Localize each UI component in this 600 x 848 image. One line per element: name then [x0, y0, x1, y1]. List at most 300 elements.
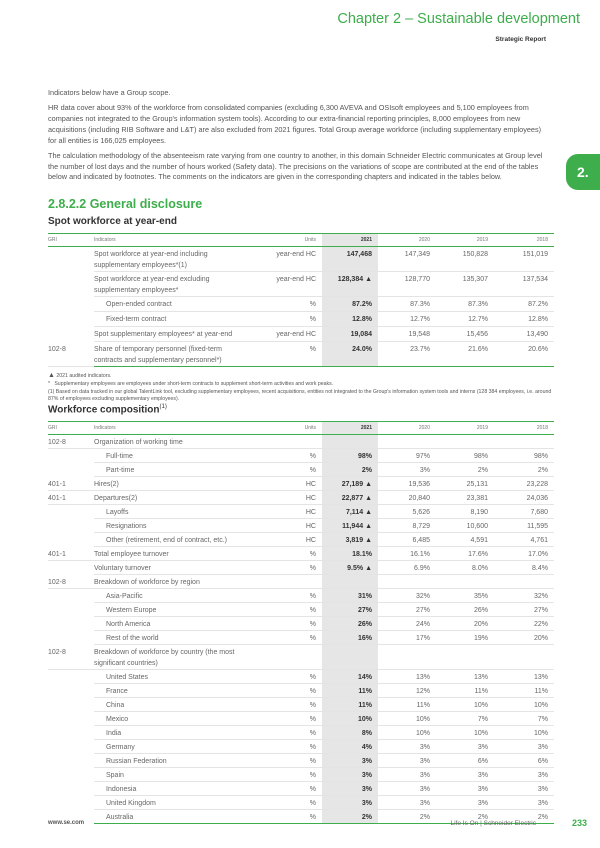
- indicator-cell: Australia: [94, 810, 250, 824]
- value-2019-cell: 35%: [436, 589, 494, 603]
- value-2019-cell: 135,307: [436, 272, 494, 297]
- audited-triangle-icon: ▲: [365, 523, 372, 530]
- unit-cell: %: [250, 754, 322, 768]
- value-2020-cell: 3%: [378, 782, 436, 796]
- gri-cell: [48, 272, 94, 297]
- gri-cell: [48, 505, 94, 519]
- value-2021-cell: 3%: [322, 796, 378, 810]
- gri-cell: 102-8: [48, 645, 94, 670]
- indicator-cell: Departures(2): [94, 491, 250, 505]
- value-2020-cell: 6,485: [378, 533, 436, 547]
- value-2021-cell: 16%: [322, 631, 378, 645]
- col-2019: 2019: [476, 425, 488, 431]
- table-row: [48, 768, 554, 782]
- value-2019-cell: 8.0%: [436, 561, 494, 575]
- workforce-composition-table: [48, 421, 554, 824]
- indicator-cell: Breakdown of workforce by region: [94, 575, 250, 589]
- value-2018-cell: 137,534: [494, 272, 554, 297]
- unit-cell: %: [250, 768, 322, 782]
- value-2018-cell: 17.0%: [494, 547, 554, 561]
- value-2021-cell: 2%: [322, 463, 378, 477]
- gri-cell: [48, 589, 94, 603]
- value-2019-cell: 13%: [436, 670, 494, 684]
- value-2019-cell: 3%: [436, 782, 494, 796]
- audited-triangle-icon: ▲: [365, 537, 372, 544]
- value-2021-cell: 19,084: [322, 327, 378, 342]
- gri-cell: [48, 684, 94, 698]
- audited-triangle-icon: ▲: [365, 481, 372, 488]
- value-2021-cell: 14%: [322, 670, 378, 684]
- value-2021-cell: 87.2%: [322, 297, 378, 312]
- indicator-cell: Total employee turnover: [94, 547, 250, 561]
- unit-cell: year-end HC: [250, 272, 322, 297]
- col-2021: 2021: [322, 234, 378, 247]
- table-row: [48, 796, 554, 810]
- value-2019-cell: 98%: [436, 449, 494, 463]
- intro-paragraph: Indicators below have a Group scope.: [48, 88, 171, 97]
- gri-cell: [48, 247, 94, 272]
- footer-tagline: Life Is On | Schneider Electric: [450, 820, 536, 827]
- value-2020-cell: 3%: [378, 740, 436, 754]
- table-row: [48, 670, 554, 684]
- unit-cell: %: [250, 547, 322, 561]
- value-2018-cell: 151,019: [494, 247, 554, 272]
- gri-cell: 401-1: [48, 491, 94, 505]
- gri-cell: [48, 561, 94, 575]
- unit-cell: %: [250, 312, 322, 327]
- footer-website[interactable]: www.se.com: [48, 820, 85, 826]
- value-2020-cell: 10%: [378, 712, 436, 726]
- value-2021-cell: 11%: [322, 698, 378, 712]
- value-2018-cell: 3%: [494, 740, 554, 754]
- indicator-cell: Layoffs: [94, 505, 250, 519]
- value-2021-cell: 3%: [322, 782, 378, 796]
- value-2021-cell: 7,114 ▲: [322, 505, 378, 519]
- value-2018-cell: 3%: [494, 768, 554, 782]
- value-2021-cell: 27%: [322, 603, 378, 617]
- gri-cell: [48, 631, 94, 645]
- unit-cell: %: [250, 463, 322, 477]
- footnote-star: * Supplementary employees are employees under short-term contracts to supplement short-term activities and work peaks.: [48, 380, 334, 387]
- indicator-cell: Voluntary turnover: [94, 561, 250, 575]
- section-heading: 2.8.2.2 General disclosure: [48, 197, 203, 211]
- table-row: [48, 698, 554, 712]
- value-2020-cell: 87.3%: [378, 297, 436, 312]
- table-row: [48, 327, 554, 342]
- table-row: [48, 449, 554, 463]
- value-2019-cell: 3%: [436, 796, 494, 810]
- report-label: Strategic Report: [495, 36, 546, 43]
- audited-triangle-icon: ▲: [365, 565, 372, 572]
- table-row: [48, 603, 554, 617]
- table-row: [48, 435, 554, 449]
- gri-cell: [48, 297, 94, 312]
- value-2018-cell: [494, 575, 554, 589]
- value-2020-cell: 3%: [378, 463, 436, 477]
- col-2019: 2019: [476, 237, 488, 243]
- spot-table-title: Spot workforce at year-end: [48, 216, 177, 227]
- gri-cell: 102-8: [48, 435, 94, 449]
- value-2019-cell: 11%: [436, 684, 494, 698]
- value-2019-cell: 2%: [436, 463, 494, 477]
- indicator-cell: Russian Federation: [94, 754, 250, 768]
- table-row: [48, 631, 554, 645]
- chapter-tab[interactable]: [566, 154, 600, 190]
- value-2021-cell: 128,384 ▲: [322, 272, 378, 297]
- gri-cell: [48, 698, 94, 712]
- indicator-cell: Organization of working time: [94, 435, 250, 449]
- gri-cell: [48, 519, 94, 533]
- value-2018-cell: 12.8%: [494, 312, 554, 327]
- value-2019-cell: 25,131: [436, 477, 494, 491]
- value-2018-cell: 8.4%: [494, 561, 554, 575]
- unit-cell: year-end HC: [250, 327, 322, 342]
- col-indicators: Indicators: [94, 237, 116, 243]
- gri-cell: 401-1: [48, 547, 94, 561]
- value-2020-cell: 11%: [378, 698, 436, 712]
- value-2020-cell: 12.7%: [378, 312, 436, 327]
- value-2018-cell: 32%: [494, 589, 554, 603]
- table-row: [48, 297, 554, 312]
- value-2018-cell: 10%: [494, 698, 554, 712]
- indicator-cell: Other (retirement, end of contract, etc.): [94, 533, 250, 547]
- gri-cell: 102-8: [48, 342, 94, 367]
- value-2018-cell: 11,595: [494, 519, 554, 533]
- value-2019-cell: 2%: [436, 810, 494, 824]
- audited-triangle-icon: ▲: [365, 276, 372, 283]
- table-row: [48, 740, 554, 754]
- value-2018-cell: 22%: [494, 617, 554, 631]
- intro-paragraph: HR data cover about 93% of the workforce from consolidated companies (excluding 6,300 AVEVA and OSIsoft employees and 5,100 employees from companies not integrated to the Group's information system tools). According to our extra-financial reporting principles, 8,000 employees from new acquisitions (including RIB Software and L&T) are also excluded from 2021 figures. Total Group average workforce (including supplementary employees) for all entities is 166,025 employees.: [48, 103, 542, 145]
- audited-triangle-icon: ▲: [48, 372, 55, 379]
- value-2019-cell: 10%: [436, 698, 494, 712]
- value-2018-cell: [494, 645, 554, 670]
- unit-cell: %: [250, 782, 322, 796]
- value-2019-cell: 10%: [436, 726, 494, 740]
- gri-cell: [48, 533, 94, 547]
- unit-cell: %: [250, 740, 322, 754]
- col-2018: 2018: [536, 237, 548, 243]
- table-header-row: [48, 422, 554, 435]
- table-row: [48, 782, 554, 796]
- col-indicators: Indicators: [94, 425, 116, 431]
- indicator-cell: Part-time: [94, 463, 250, 477]
- table-row: [48, 342, 554, 367]
- table-row: [48, 575, 554, 589]
- value-2018-cell: 13%: [494, 670, 554, 684]
- audited-triangle-icon: ▲: [365, 509, 372, 516]
- value-2021-cell: 8%: [322, 726, 378, 740]
- value-2019-cell: 4,591: [436, 533, 494, 547]
- table-row: [48, 519, 554, 533]
- col-gri: GRI: [48, 237, 57, 243]
- value-2018-cell: 4,761: [494, 533, 554, 547]
- indicator-cell: Spot workforce at year-end excluding supplementary employees*: [94, 272, 250, 297]
- value-2019-cell: 15,456: [436, 327, 494, 342]
- gri-cell: [48, 449, 94, 463]
- value-2019-cell: 7%: [436, 712, 494, 726]
- value-2020-cell: 6.9%: [378, 561, 436, 575]
- value-2020-cell: 27%: [378, 603, 436, 617]
- value-2020-cell: 3%: [378, 754, 436, 768]
- value-2021-cell: 3%: [322, 754, 378, 768]
- unit-cell: HC: [250, 519, 322, 533]
- value-2018-cell: 24,036: [494, 491, 554, 505]
- indicator-cell: Spot supplementary employees* at year-end: [94, 327, 250, 342]
- col-2020: 2020: [418, 237, 430, 243]
- table-row: [48, 533, 554, 547]
- value-2019-cell: [436, 645, 494, 670]
- indicator-cell: Indonesia: [94, 782, 250, 796]
- unit-cell: %: [250, 796, 322, 810]
- unit-cell: %: [250, 631, 322, 645]
- col-gri: GRI: [48, 425, 57, 431]
- unit-cell: %: [250, 670, 322, 684]
- indicator-cell: Germany: [94, 740, 250, 754]
- value-2020-cell: 23.7%: [378, 342, 436, 367]
- value-2018-cell: 98%: [494, 449, 554, 463]
- value-2021-cell: 3%: [322, 768, 378, 782]
- page-number: 233: [572, 818, 588, 828]
- value-2021-cell: [322, 435, 378, 449]
- table-row: [48, 561, 554, 575]
- value-2020-cell: 24%: [378, 617, 436, 631]
- table-row: [48, 547, 554, 561]
- value-2020-cell: 2%: [378, 810, 436, 824]
- gri-cell: [48, 782, 94, 796]
- value-2020-cell: 3%: [378, 796, 436, 810]
- indicator-cell: United Kingdom: [94, 796, 250, 810]
- table-row: [48, 477, 554, 491]
- indicator-cell: Fixed-term contract: [94, 312, 250, 327]
- footnote-one: (1) Based on data tracked in our global TalentLink tool, excluding supplementary employees, recent acquisitions, entities not integrated to the Group's information system tools and interns (128 384 employees, i.e. around 87% of employees excluding supplementary employees).: [48, 388, 552, 403]
- gri-cell: [48, 603, 94, 617]
- composition-table-title: Workforce composition$^{(1)}$: [48, 404, 167, 416]
- indicator-cell: North America: [94, 617, 250, 631]
- value-2019-cell: [436, 435, 494, 449]
- indicator-cell: Open-ended contract: [94, 297, 250, 312]
- value-2019-cell: 3%: [436, 740, 494, 754]
- col-2021: 2021: [322, 422, 378, 435]
- value-2019-cell: 10,600: [436, 519, 494, 533]
- value-2019-cell: 3%: [436, 768, 494, 782]
- value-2021-cell: 4%: [322, 740, 378, 754]
- value-2020-cell: 5,626: [378, 505, 436, 519]
- table-header-row: [48, 234, 554, 247]
- gri-cell: [48, 463, 94, 477]
- indicator-cell: France: [94, 684, 250, 698]
- unit-cell: %: [250, 603, 322, 617]
- value-2019-cell: 12.7%: [436, 312, 494, 327]
- chapter-title: Chapter 2 – Sustainable development: [337, 11, 580, 27]
- value-2019-cell: 19%: [436, 631, 494, 645]
- value-2019-cell: 17.6%: [436, 547, 494, 561]
- value-2021-cell: 22,877 ▲: [322, 491, 378, 505]
- spot-footnotes: [48, 372, 558, 404]
- value-2020-cell: 3%: [378, 768, 436, 782]
- value-2021-cell: 18.1%: [322, 547, 378, 561]
- value-2020-cell: 32%: [378, 589, 436, 603]
- gri-cell: 401-1: [48, 477, 94, 491]
- value-2019-cell: 87.3%: [436, 297, 494, 312]
- unit-cell: %: [250, 617, 322, 631]
- indicator-cell: Full-time: [94, 449, 250, 463]
- table-row: [48, 684, 554, 698]
- value-2020-cell: 19,536: [378, 477, 436, 491]
- value-2018-cell: [494, 435, 554, 449]
- value-2018-cell: 13,490: [494, 327, 554, 342]
- value-2020-cell: 10%: [378, 726, 436, 740]
- table-row: [48, 754, 554, 768]
- gri-cell: [48, 670, 94, 684]
- value-2019-cell: 26%: [436, 603, 494, 617]
- unit-cell: [250, 575, 322, 589]
- table-row: [48, 726, 554, 740]
- value-2020-cell: 12%: [378, 684, 436, 698]
- value-2021-cell: [322, 645, 378, 670]
- value-2020-cell: 16.1%: [378, 547, 436, 561]
- indicator-cell: Breakdown of workforce by country (the most significant countries): [94, 645, 250, 670]
- unit-cell: %: [250, 810, 322, 824]
- value-2021-cell: 11%: [322, 684, 378, 698]
- spot-workforce-table: [48, 233, 554, 367]
- indicator-cell: Rest of the world: [94, 631, 250, 645]
- indicator-cell: Western Europe: [94, 603, 250, 617]
- indicator-cell: Mexico: [94, 712, 250, 726]
- intro-text: [48, 88, 550, 188]
- value-2021-cell: 98%: [322, 449, 378, 463]
- value-2018-cell: 3%: [494, 782, 554, 796]
- unit-cell: %: [250, 684, 322, 698]
- value-2019-cell: 6%: [436, 754, 494, 768]
- indicator-cell: Asia-Pacific: [94, 589, 250, 603]
- gri-cell: 102-8: [48, 575, 94, 589]
- value-2020-cell: 147,349: [378, 247, 436, 272]
- table-row: [48, 312, 554, 327]
- unit-cell: %: [250, 712, 322, 726]
- gri-cell: [48, 726, 94, 740]
- indicator-cell: India: [94, 726, 250, 740]
- value-2018-cell: 2%: [494, 463, 554, 477]
- value-2021-cell: 24.0%: [322, 342, 378, 367]
- value-2018-cell: 27%: [494, 603, 554, 617]
- indicator-cell: China: [94, 698, 250, 712]
- intro-paragraph: The calculation methodology of the absenteeism rate varying from one country to another, in this domain Schneider Electric communicates at Group level the number of lost days and the number of hours worked (Safety data). The precisions on the variations of scope are contributed at the end of the tables below and indicated by footnotes. The comments on the indicators are given in the corresponding chapters and indicated in the tables below.: [48, 150, 543, 182]
- unit-cell: HC: [250, 505, 322, 519]
- value-2021-cell: 31%: [322, 589, 378, 603]
- col-units: Units: [304, 237, 316, 243]
- unit-cell: %: [250, 726, 322, 740]
- table-row: [48, 491, 554, 505]
- gri-cell: [48, 312, 94, 327]
- value-2021-cell: 10%: [322, 712, 378, 726]
- unit-cell: %: [250, 342, 322, 367]
- unit-cell: HC: [250, 491, 322, 505]
- table-row: [48, 712, 554, 726]
- value-2019-cell: 150,828: [436, 247, 494, 272]
- gri-cell: [48, 740, 94, 754]
- indicator-cell: Hires(2): [94, 477, 250, 491]
- col-units: Units: [304, 425, 316, 431]
- unit-cell: %: [250, 449, 322, 463]
- indicator-cell: United States: [94, 670, 250, 684]
- value-2020-cell: 20,840: [378, 491, 436, 505]
- value-2019-cell: 21.6%: [436, 342, 494, 367]
- value-2018-cell: 20%: [494, 631, 554, 645]
- value-2018-cell: 11%: [494, 684, 554, 698]
- gri-cell: [48, 796, 94, 810]
- footnote-audited: ▲ 2021 audited indicators.: [48, 372, 112, 379]
- unit-cell: HC: [250, 477, 322, 491]
- value-2021-cell: 27,189 ▲: [322, 477, 378, 491]
- value-2019-cell: 23,381: [436, 491, 494, 505]
- value-2018-cell: 20.6%: [494, 342, 554, 367]
- value-2021-cell: 3,819 ▲: [322, 533, 378, 547]
- value-2020-cell: [378, 435, 436, 449]
- table-row: [48, 645, 554, 670]
- gri-cell: [48, 754, 94, 768]
- value-2018-cell: 7,680: [494, 505, 554, 519]
- gri-cell: [48, 327, 94, 342]
- value-2018-cell: 3%: [494, 796, 554, 810]
- value-2021-cell: 147,468: [322, 247, 378, 272]
- value-2020-cell: 17%: [378, 631, 436, 645]
- unit-cell: %: [250, 297, 322, 312]
- value-2018-cell: 23,228: [494, 477, 554, 491]
- gri-cell: [48, 617, 94, 631]
- value-2019-cell: 20%: [436, 617, 494, 631]
- value-2020-cell: 8,729: [378, 519, 436, 533]
- unit-cell: HC: [250, 533, 322, 547]
- value-2020-cell: [378, 575, 436, 589]
- table-row: [48, 463, 554, 477]
- value-2021-cell: 11,944 ▲: [322, 519, 378, 533]
- unit-cell: %: [250, 698, 322, 712]
- chapter-tab-label: 2.: [577, 164, 589, 180]
- unit-cell: [250, 645, 322, 670]
- col-2020: 2020: [418, 425, 430, 431]
- value-2021-cell: 12.8%: [322, 312, 378, 327]
- value-2019-cell: [436, 575, 494, 589]
- value-2021-cell: 9.5% ▲: [322, 561, 378, 575]
- table-row: [48, 247, 554, 272]
- value-2020-cell: 128,770: [378, 272, 436, 297]
- value-2018-cell: 2%: [494, 810, 554, 824]
- unit-cell: [250, 435, 322, 449]
- table-row: [48, 272, 554, 297]
- table-row: [48, 505, 554, 519]
- audited-triangle-icon: ▲: [365, 495, 372, 502]
- indicator-cell: Resignations: [94, 519, 250, 533]
- value-2018-cell: 6%: [494, 754, 554, 768]
- value-2021-cell: 26%: [322, 617, 378, 631]
- col-2018: 2018: [536, 425, 548, 431]
- unit-cell: year-end HC: [250, 247, 322, 272]
- value-2020-cell: [378, 645, 436, 670]
- indicator-cell: Spot workforce at year-end including supplementary employees*(1): [94, 247, 250, 272]
- value-2018-cell: 87.2%: [494, 297, 554, 312]
- indicator-cell: Spain: [94, 768, 250, 782]
- value-2021-cell: [322, 575, 378, 589]
- value-2018-cell: 10%: [494, 726, 554, 740]
- value-2020-cell: 13%: [378, 670, 436, 684]
- value-2020-cell: 97%: [378, 449, 436, 463]
- unit-cell: %: [250, 589, 322, 603]
- unit-cell: %: [250, 561, 322, 575]
- gri-cell: [48, 712, 94, 726]
- table-row: [48, 617, 554, 631]
- indicator-cell: Share of temporary personnel (fixed-term contracts and supplementary personnel*): [94, 342, 250, 367]
